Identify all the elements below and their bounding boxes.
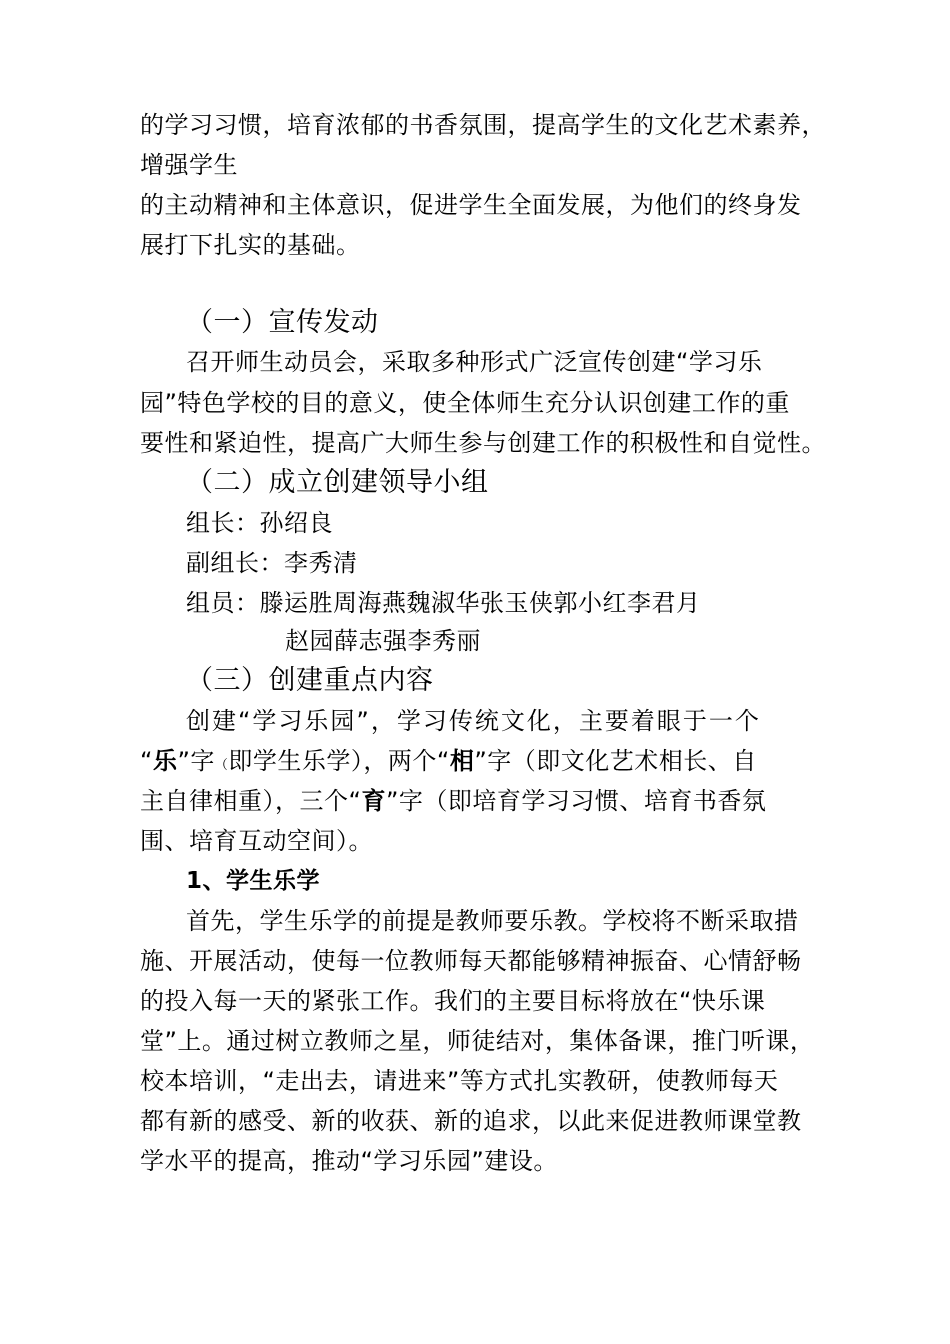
section-2-heading: （二）成立创建领导小组: [186, 467, 489, 498]
section-1-paragraph-line-2: 园”特色学校的目的意义，使全体师生充分认识创建工作的重: [140, 389, 790, 417]
subsection-1-line-3: 的投入每一天的紧张工作。我们的主要目标将放在“快乐课: [140, 987, 766, 1015]
small-paren: （: [214, 758, 229, 773]
subsection-1-line-4: 堂”上。通过树立教师之星，师徒结对，集体备课，推门听课，: [140, 1027, 815, 1055]
subsection-1-line-6: 都有新的感受、新的收获、新的追求，以此来促进教师课堂教: [140, 1107, 802, 1135]
text-segment: ”字: [177, 747, 215, 775]
section-3-heading: （三）创建重点内容: [186, 665, 434, 696]
subsection-1-line-5: 校本培训，“走出去，请进来”等方式扎实教研，使教师每天: [140, 1067, 779, 1095]
keyword-xiang: 相: [449, 747, 475, 775]
keyword-le: 乐: [152, 747, 178, 775]
section-1-paragraph-line-3: 要性和紧迫性，提高广大师生参与创建工作的积极性和自觉性。: [140, 429, 826, 457]
intro-line-4: 展打下扎实的基础。: [140, 231, 361, 259]
subsection-1-line-7: 学水平的提高，推动“学习乐园”建设。: [140, 1147, 558, 1175]
section-3-paragraph-line-1: 创建“学习乐园”，学习传统文化，主要着眼于一个: [186, 707, 761, 735]
quote-open: “: [140, 747, 153, 775]
text-segment: 即学生乐学），两个“: [228, 747, 450, 775]
group-members-line-1: 组员：滕运胜周海燕魏淑华张玉侠郭小红李君月: [186, 589, 701, 617]
section-3-paragraph-line-2: [140, 746, 757, 781]
subsection-1-line-1: 首先，学生乐学的前提是教师要乐教。学校将不断采取措: [186, 907, 799, 935]
text-segment: 主自律相重），三个“: [140, 787, 362, 815]
intro-line-2: 增强学生: [140, 151, 238, 179]
subsection-1-line-2: 施、开展活动，使每一位教师每天都能够精神振奋、心情舒畅: [140, 947, 802, 975]
group-leader: 组长：孙绍良: [186, 509, 333, 537]
section-1-heading: （一）宣传发动: [186, 307, 379, 338]
text-segment: ”字（即培育学习习惯、培育书香氛: [385, 787, 767, 815]
intro-line-1: 的学习习惯，培育浓郁的书香氛围，提高学生的文化艺术素养，: [140, 111, 826, 139]
group-members-line-2: 赵园薛志强李秀丽: [285, 627, 481, 655]
intro-line-3: 的主动精神和主体意识，促进学生全面发展，为他们的终身发: [140, 191, 802, 219]
section-3-paragraph-line-3: [140, 786, 766, 816]
section-1-paragraph-line-1: 召开师生动员会，采取多种形式广泛宣传创建“学习乐: [186, 348, 763, 376]
text-segment: ”字（即文化艺术相长、自: [474, 747, 757, 775]
subsection-1-heading: 1、学生乐学: [186, 868, 321, 894]
section-3-paragraph-line-4: 围、培育互动空间）。: [140, 827, 373, 855]
keyword-yu: 育: [361, 787, 386, 815]
group-deputy-leader: 副组长：李秀清: [186, 549, 358, 577]
